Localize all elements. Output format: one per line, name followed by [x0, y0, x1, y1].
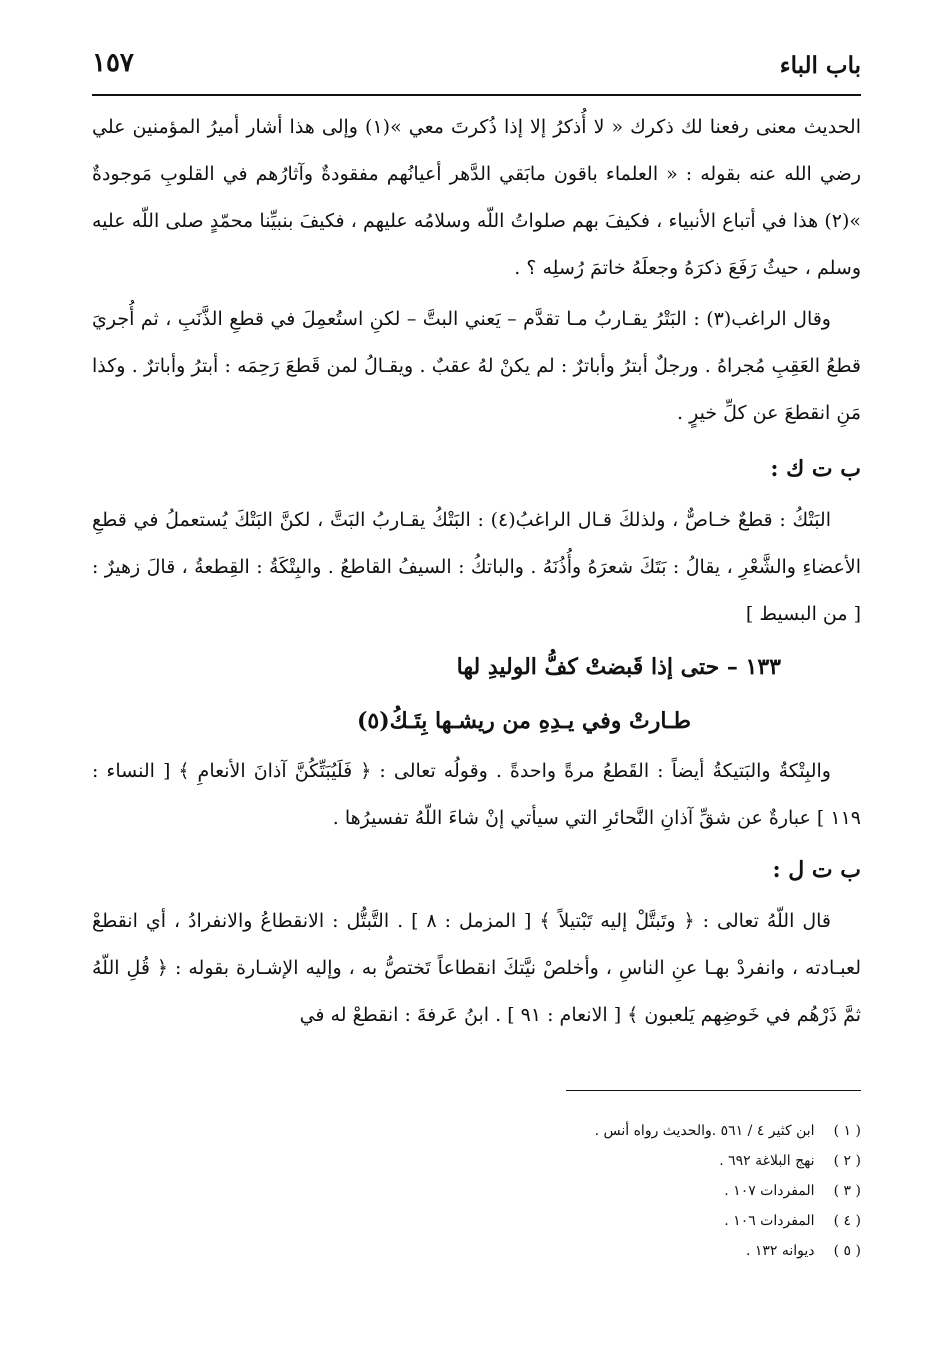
paragraph: قال اللّهُ تعالى : ﴿ وتَبتَّلْ إليه تَبْتيلاً ﴾ [ المزمل : ٨ ] . التَّبتُّل : الانقطاعُ والانفرادُ ، أي انقطعْ لعبـادته ، وانفردْ بهـا عنِ الناسِ ، وأخلصْ نيَّتكَ انقطاعاً تَختصُّ به ، وإليه الإشـارة بقوله : ﴿ قُلِ اللّهُ ثمَّ ذَرْهُم في خَوضِهم يَلعبون ﴾ [ الانعام : ٩١ ] . ابنُ عَرفةَ : انقطعْ له في: [92, 910, 861, 1026]
page-header: [92, 46, 861, 86]
paragraph: الحديث معنى رفعنا لك ذكرك « لا أُذكرُ إلا إذا ذُكرتَ معي »(١) وإلى هذا أشار أميرُ المؤمنين علي رضي الله عنه بقوله : « العلماء باقون مابَقي الدَّهر أعيانُهم مفقودةٌ وآثارُهم في القلوبِ مَوجودةٌ »(٢) هذا في أتباع الأنبياء ، فكيفَ بهم صلواتُ اللّه وسلامُه عليهم ، فكيفَ بنبيِّنا محمّدٍ صلى اللّه عليه وسلم ، حيثُ رَفَعَ ذكرَهُ وجعلَهُ خاتمَ رُسلِه ؟ .: [92, 116, 861, 279]
footnote-text: المفردات ١٠٦ .: [724, 1213, 815, 1229]
page-number: ١٥٧: [92, 48, 134, 78]
section-heading: ب ت ل :: [772, 857, 861, 883]
paragraph: والبِتْكةُ والبَتيكةُ أيضاً : القَطعُ مرةً واحدةً . وقولُه تعالى : ﴿ فَلَيُبَتِّكُنَّ آذانَ الأنعامِ ﴾ [ النساء : ١١٩ ] عبارةٌ عن شقِّ آذانِ النَّحائرِ التي سيأتي إنْ شاءَ اللّهُ تفسيرُها .: [92, 760, 861, 829]
running-title: باب الباء: [779, 52, 861, 79]
footnote: [92, 1116, 861, 1146]
header-rule: [92, 94, 861, 96]
footnote-number: ( ٥ ): [833, 1243, 861, 1259]
footnote-number: ( ١ ): [833, 1123, 861, 1139]
footnote-text: ابن كثير ٤ / ٥٦١ .والحديث رواه أنس .: [594, 1123, 815, 1139]
footnote-rule: [566, 1090, 861, 1091]
footnote-number: ( ٣ ): [833, 1183, 861, 1199]
paragraph: البَتْكُ : قطعٌ خـاصٌّ ، ولذلكَ قـال الراغبُ(٤) : البَتْكُ يقـاربُ البَتَّ ، لكنَّ البَتْكَ يُستعملُ في قطعِ الأعضاءِ والشَّعْرِ ، يقالُ : بَتَكَ شعرَهُ وأُذُنَهُ . والباتكُ : السيفُ القاطعُ . والبِتْكَةُ : القِطعةُ ، قالَ زهيرٌ : [ من البسيط ]: [92, 509, 861, 625]
footnote: [92, 1176, 861, 1206]
footnote-text: المفردات ١٠٧ .: [724, 1183, 815, 1199]
footnote-text: ديوانه ١٣٢ .: [745, 1243, 815, 1259]
footnote: [92, 1146, 861, 1176]
poem-verse-second-hemistich: طـارتْ وفي يـدِهِ من ريشـها بِتَـكُ(٥): [356, 708, 691, 734]
footnote-number: ( ٤ ): [833, 1213, 861, 1229]
poem-verse-first-hemistich: ١٣٣ – حتى إذا قَبضتْ كفُّ الوليدِ لها: [456, 654, 781, 680]
main-text: [92, 104, 861, 1039]
paragraph: وقال الراغب(٣) : البَتْرُ يقـاربُ مـا تقدَّم – يَعني البتَّ – لكنِ استُعمِلَ في قطعِ الذَّنَبِ ، ثم أُجريَ قطعُ العَقِبِ مُجراهُ . ورجلٌ أبترُ وأباترٌ : لم يكنْ لهُ عقبٌ . ويقـالُ لمن قَطعَ رَحِمَه : أبترُ وأباترٌ . وكذا مَنِ انقطعَ عن كلِّ خيرٍ .: [92, 308, 861, 424]
footnote: [92, 1206, 861, 1236]
footnote: [92, 1236, 861, 1266]
footnotes: [92, 1116, 861, 1266]
footnote-text: نهج البلاغة ٦٩٢ .: [719, 1153, 815, 1169]
footnote-number: ( ٢ ): [833, 1153, 861, 1169]
section-heading: ب ت ك :: [770, 456, 861, 482]
